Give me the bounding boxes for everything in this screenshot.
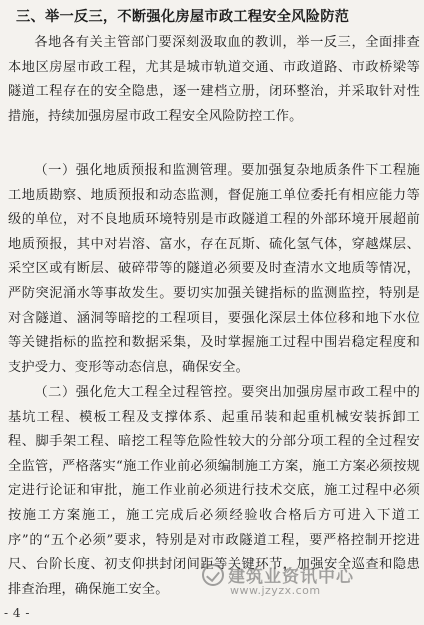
process-control-paragraph [8,381,420,602]
geology-monitoring-text: （一）强化地质预报和监测管理。要加强复杂地质条件下工程施工地质勘察、地质预报和动态监测，督促施工单位委托有相应能力等级的单位，对不良地质环境特别是市政隧道工程的外部环境开展超前地质预报，其中对岩溶、富水，存在瓦斯、硫化氢气体，穿越煤层、采空区或有断层、破碎带等的隧道必须要及时查清水文地质等情况，严防突泥涌水等事故发生。要切实加强关键指标的监测监控，特别是对含隧道、涵洞等暗挖的工程项目，要强化深层土体位移和地下水位等关键指标的监控和数据采集，及时掌握施工过程中围岩稳定程度和支护受力、变形等动态信息，确保安全。 [8,163,420,375]
watermark-url: www.jzyzx.com [230,584,321,597]
section-heading: 三、举一反三，不断强化房屋市政工程安全风险防范 [16,9,350,25]
geology-monitoring-paragraph [8,159,420,380]
intro-paragraph [8,31,420,129]
watermark-title: 建筑业资讯中心 [228,567,354,587]
process-control-text: （二）强化危大工程全过程管控。要突出加强房屋市政工程中的基坑工程、模板工程及支撑体系、起重吊装和起重机械安装拆卸工程、脚手架工程、暗挖工程等危险性较大的分部分项工程的全过程安全监管，严格落实“施工作业前必须编制施工方案，施工方案必须按规定进行论证和审批，施工作业前必须进行技术交底，施工过程中必须按施工方案施工，施工完成后必须经验收合格后方可进入下道工序”的“五个必须”要求，特别是对市政隧道工程，要严格控制开挖进尺、台阶长度、初支仰拱封闭间距等关键环节，加强安全巡查和隐患排查治理，确保施工安全。 [8,385,420,597]
intro-paragraph-text: 各地各有关主管部门要深刻汲取血的教训，举一反三，全面排查本地区房屋市政工程，尤其是城市轨道交通、市政道路、市政桥梁等隧道工程存在的安全隐患，逐一建档立册，闭环整治，并采取针对性措施，持续加强房屋市政工程安全风险防控工作。 [8,35,420,124]
page-number: - 4 - [4,606,30,620]
